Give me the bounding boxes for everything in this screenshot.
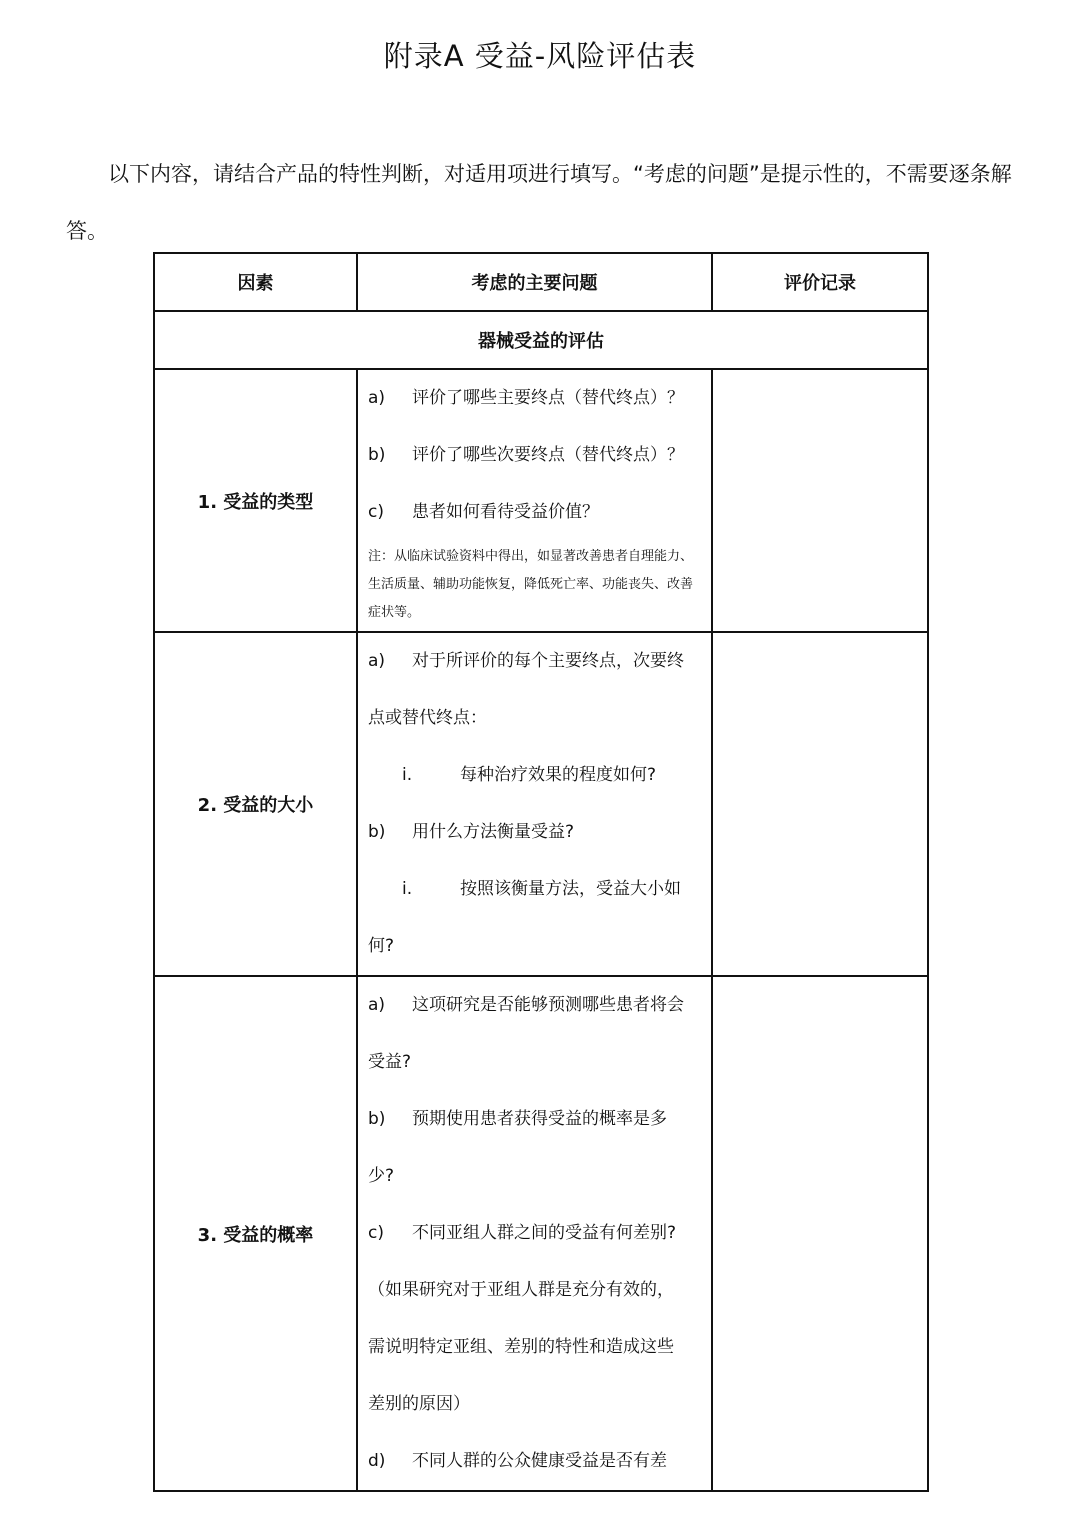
question-line: a) 评价了哪些主要终点（替代终点）？ <box>368 388 684 408</box>
question-line: b) 预期使用患者获得受益的概率是多 <box>368 1109 667 1129</box>
question-line: 点或替代终点： <box>368 708 487 728</box>
question-line: d) 不同人群的公众健康受益是否有差 <box>368 1451 667 1471</box>
table-row <box>154 369 928 632</box>
question-line: （如果研究对于亚组人群是充分有效的， <box>368 1280 674 1300</box>
question-line: i. 按照该衡量方法，受益大小如 <box>402 879 681 899</box>
question-line: a) 这项研究是否能够预测哪些患者将会 <box>368 995 684 1015</box>
question-line: 受益? <box>368 1052 412 1072</box>
question-line: 差别的原因） <box>368 1394 470 1414</box>
questions-cell <box>357 369 712 632</box>
question-line: i. 每种治疗效果的程度如何? <box>402 765 657 785</box>
header-questions: 考虑的主要问题 <box>357 253 712 311</box>
question-line: 需说明特定亚组、差别的特性和造成这些 <box>368 1337 674 1357</box>
record-cell[interactable] <box>712 976 928 1491</box>
page-title: 附录A 受益-风险评估表 <box>383 39 697 73</box>
header-factor: 因素 <box>154 253 357 311</box>
question-line: c) 患者如何看待受益价值？ <box>368 502 599 522</box>
question-line: b) 评价了哪些次要终点（替代终点）？ <box>368 445 684 465</box>
question-line: 少? <box>368 1166 395 1186</box>
intro-paragraph: 以下内容，请结合产品的特性判断，对适用项进行填写。“考虑的问题”是提示性的，不需要逐条解答。 <box>66 162 1012 243</box>
table-header-row <box>154 253 928 311</box>
question-line: b) 用什么方法衡量受益? <box>368 822 575 842</box>
benefit-risk-table <box>153 252 929 1492</box>
record-cell[interactable] <box>712 632 928 976</box>
table-row <box>154 632 928 976</box>
question-line: a) 对于所评价的每个主要终点，次要终 <box>368 651 684 671</box>
questions-cell <box>357 632 712 976</box>
record-cell[interactable] <box>712 369 928 632</box>
question-line: 何? <box>368 936 395 956</box>
header-record: 评价记录 <box>712 253 928 311</box>
note-text: 注：从临床试验资料中得出，如显著改善患者自理能力、生活质量、辅助功能恢复，降低死亡率、功能丧失、改善症状等。 <box>368 549 694 620</box>
factor-cell: 1. 受益的类型 <box>154 369 357 632</box>
table-row <box>154 976 928 1491</box>
questions-cell <box>357 976 712 1491</box>
section-title: 器械受益的评估 <box>154 311 928 369</box>
factor-cell: 3. 受益的概率 <box>154 976 357 1491</box>
question-line: c) 不同亚组人群之间的受益有何差别? <box>368 1223 677 1243</box>
section-row <box>154 311 928 369</box>
factor-cell: 2. 受益的大小 <box>154 632 357 976</box>
